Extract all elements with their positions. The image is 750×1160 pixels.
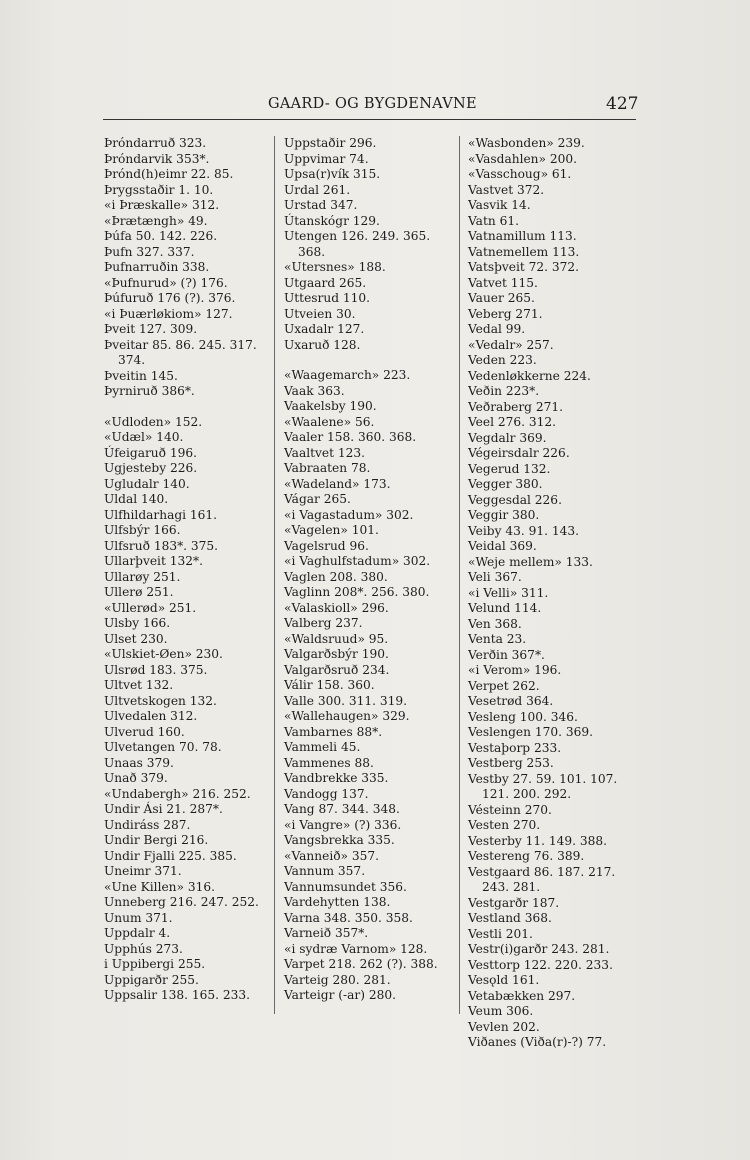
- section-gap: [104, 400, 270, 415]
- section-gap: [284, 353, 458, 368]
- index-column-3: [468, 136, 636, 1051]
- index-entry: Vestland 368.: [468, 911, 552, 925]
- index-entry: «Waldsruud» 95.: [284, 631, 389, 646]
- index-entry: Uppsalir 138. 165. 233.: [104, 988, 251, 1002]
- index-entry: Uppigarðr 255.: [104, 972, 199, 987]
- index-entry: Varteig 280. 281.: [284, 972, 391, 987]
- index-entry: Valgarðsbýr 190.: [284, 647, 389, 661]
- index-entry: «Vagelen» 101.: [284, 523, 379, 537]
- index-entry: Uppvimar 74.: [284, 151, 369, 166]
- index-entry: Upphús 273.: [104, 941, 183, 956]
- index-entry: Vesttorp 122. 220. 233.: [468, 957, 613, 972]
- index-entry: Unum 371.: [104, 910, 173, 925]
- index-entry: Uppstaðir 296.: [284, 136, 377, 150]
- index-entry: Utengen 126. 249. 365. 368.: [284, 229, 431, 259]
- index-entry: «Vasdahlen» 200.: [468, 151, 578, 166]
- index-entry: Þrónd(h)eimr 22. 85.: [104, 167, 234, 181]
- index-entry: «i Þuærløkiom» 127.: [104, 306, 233, 321]
- index-entry: Vágar 265.: [284, 492, 351, 506]
- index-entry: Vatsþveit 72. 372.: [468, 260, 580, 274]
- index-entry: Vatvet 115.: [468, 275, 538, 290]
- index-entry: «i Vaghulfstadum» 302.: [284, 554, 431, 568]
- index-entry: Uneimr 371.: [104, 864, 182, 878]
- index-entry: Þveitin 145.: [104, 368, 178, 383]
- index-entry: Þufn 327. 337.: [104, 244, 195, 259]
- index-entry: Vaaler 158. 360. 368.: [284, 430, 417, 444]
- column-divider: [274, 136, 275, 1014]
- index-entry: Ulfsbýr 166.: [104, 523, 181, 537]
- index-entry: Vannum 357.: [284, 864, 366, 878]
- index-entry: Vestgaard 86. 187. 217. 243. 281.: [468, 864, 616, 894]
- index-entry: Þufnarruðin 338.: [104, 260, 210, 274]
- index-entry: Ulsby 166.: [104, 616, 171, 630]
- index-entry: i Uppibergi 255.: [104, 957, 206, 971]
- index-entry: Utveien 30.: [284, 306, 356, 321]
- page-number: 427: [606, 94, 639, 114]
- index-entry: Varteigr (-ar) 280.: [284, 988, 397, 1002]
- index-entry: Vang 87. 344. 348.: [284, 802, 400, 816]
- index-entry: Ugludalr 140.: [104, 476, 190, 491]
- index-entry: «Ulskiet-Øen» 230.: [104, 647, 223, 661]
- index-entry: Þróndarvik 353*.: [104, 151, 210, 166]
- index-entry: Varpet 218. 262 (?). 388.: [284, 957, 438, 971]
- index-entry: Ullarøy 251.: [104, 569, 181, 584]
- index-entry: Vaakelsby 190.: [284, 399, 377, 413]
- index-entry: «Weje mellem» 133.: [468, 554, 593, 569]
- index-entry: Ultvetskogen 132.: [104, 693, 217, 708]
- index-entry: «Wasbonden» 239.: [468, 136, 585, 150]
- index-entry: Ugjesteby 226.: [104, 461, 198, 475]
- index-entry: Vestaþorp 233.: [468, 740, 562, 755]
- index-entry: Þveit 127. 309.: [104, 322, 198, 336]
- index-entry: «Waagemarch» 223.: [284, 368, 411, 382]
- index-entry: Vestli 201.: [468, 926, 533, 941]
- index-entry: Unneberg 216. 247. 252.: [104, 895, 259, 909]
- index-entry: Undir Ási 21. 287*.: [104, 802, 223, 816]
- index-entry: Válir 158. 360.: [284, 678, 375, 692]
- index-entry: Veggesdal 226.: [468, 492, 562, 507]
- index-entry: Þrygsstaðir 1. 10.: [104, 182, 214, 197]
- index-entry: Vestereng 76. 389.: [468, 849, 585, 863]
- index-entry: Vegdalr 369.: [468, 430, 547, 445]
- index-entry: Vatnamillum 113.: [468, 229, 577, 243]
- index-entry: Vesten 270.: [468, 818, 541, 832]
- index-entry: Uxaruð 128.: [284, 337, 361, 352]
- index-entry: Undiráss 287.: [104, 817, 191, 832]
- index-entry: Ulvetangen 70. 78.: [104, 740, 222, 754]
- index-entry: Vesleng 100. 346.: [468, 709, 578, 724]
- index-entry: Þúfuruð 176 (?). 376.: [104, 291, 236, 305]
- index-entry: «Undabergh» 216. 252.: [104, 786, 251, 801]
- header-rule: [103, 119, 636, 120]
- index-entry: Þúfa 50. 142. 226.: [104, 229, 218, 243]
- index-entry: «Utersnes» 188.: [284, 260, 386, 274]
- index-column-1: [104, 136, 270, 1004]
- index-entry: Viðanes (Viða(r)-?) 77.: [468, 1035, 607, 1049]
- index-entry: «Valaskioll» 296.: [284, 600, 389, 615]
- index-entry: Ullarþveit 132*.: [104, 554, 203, 568]
- index-entry: «Waalene» 56.: [284, 414, 375, 429]
- index-entry: Ven 368.: [468, 616, 522, 631]
- index-entry: Vangsbrekka 335.: [284, 833, 395, 847]
- index-entry: «i Þræskalle» 312.: [104, 198, 220, 212]
- index-entry: Vesetrød 364.: [468, 694, 554, 708]
- index-entry: Vestby 27. 59. 101. 107. 121. 200. 292.: [468, 771, 618, 801]
- index-entry: Vegger 380.: [468, 477, 543, 491]
- index-entry: Veberg 271.: [468, 306, 543, 321]
- index-entry: Ulset 230.: [104, 631, 168, 646]
- index-entry: Vannumsundet 356.: [284, 879, 407, 894]
- index-entry: Vandogg 137.: [284, 786, 369, 801]
- index-entry: Végeirsdalr 226.: [468, 446, 570, 460]
- index-entry: «Vasschoug» 61.: [468, 167, 572, 181]
- index-entry: Utgaard 265.: [284, 275, 367, 290]
- index-entry: Vatnemellem 113.: [468, 244, 580, 259]
- index-entry: Vauer 265.: [468, 291, 535, 305]
- index-entry: Vaaltvet 123.: [284, 445, 366, 460]
- index-entry: Vedenløkkerne 224.: [468, 368, 591, 383]
- index-entry: «Vanneið» 357.: [284, 848, 380, 863]
- index-entry: Valberg 237.: [284, 616, 363, 630]
- index-entry: Veslengen 170. 369.: [468, 725, 593, 739]
- index-entry: Uppdalr 4.: [104, 926, 171, 940]
- index-entry: Vaglen 208. 380.: [284, 569, 388, 584]
- index-entry: «Wallehaugen» 329.: [284, 709, 410, 723]
- index-entry: Varneið 357*.: [284, 926, 369, 940]
- index-entry: Veiby 43. 91. 143.: [468, 523, 580, 538]
- index-entry: Uxadalr 127.: [284, 322, 365, 336]
- index-entry: Varna 348. 350. 358.: [284, 910, 413, 925]
- index-entry: Vabraaten 78.: [284, 461, 371, 475]
- index-entry: «Þufnurud» (?) 176.: [104, 275, 228, 290]
- index-entry: Útanskógr 129.: [284, 213, 380, 228]
- index-entry: Úfeigaruð 196.: [104, 445, 197, 460]
- index-entry: Verpet 262.: [468, 678, 540, 693]
- index-entry: Vammenes 88.: [284, 755, 374, 770]
- index-entry: Uttesrud 110.: [284, 291, 371, 305]
- index-entry: Þróndarruð 323.: [104, 136, 207, 150]
- index-entry: Veli 367.: [468, 570, 522, 584]
- index-entry: Vesǫld 161.: [468, 973, 540, 987]
- index-entry: Ulfsruð 183*. 375.: [104, 538, 219, 553]
- index-entry: Verðin 367*.: [468, 647, 545, 662]
- index-entry: Venta 23.: [468, 632, 527, 646]
- index-entry: Uldal 140.: [104, 492, 169, 506]
- index-entry: Vestberg 253.: [468, 756, 554, 770]
- index-entry: Vammeli 45.: [284, 740, 361, 754]
- index-entry: Velund 114.: [468, 601, 542, 615]
- index-entry: Upsa(r)vík 315.: [284, 167, 381, 181]
- index-entry: Ulvedalen 312.: [104, 709, 198, 723]
- index-entry: Veidal 369.: [468, 539, 537, 553]
- column-divider: [459, 136, 460, 1014]
- index-entry: Valle 300. 311. 319.: [284, 693, 407, 708]
- index-entry: Unað 379.: [104, 771, 168, 785]
- index-entry: Vestr(i)garðr 243. 281.: [468, 942, 610, 956]
- running-head: GAARD- OG BYGDENAVNE: [268, 96, 477, 112]
- index-entry: «i Vangre» (?) 336.: [284, 817, 402, 832]
- index-entry: Vesterby 11. 149. 388.: [468, 833, 608, 848]
- index-entry: Vegerud 132.: [468, 461, 551, 476]
- index-entry: Veden 223.: [468, 353, 537, 367]
- index-entry: «Wadeland» 173.: [284, 476, 391, 491]
- index-entry: «i Vagastadum» 302.: [284, 507, 414, 522]
- index-entry: «i Velli» 311.: [468, 585, 549, 600]
- index-entry: Vaak 363.: [284, 383, 345, 398]
- index-entry: Vedal 99.: [468, 322, 526, 336]
- index-entry: Vevlen 202.: [468, 1019, 540, 1034]
- index-entry: Ulsrød 183. 375.: [104, 662, 208, 677]
- index-entry: «i sydræ Varnom» 128.: [284, 941, 428, 956]
- index-entry: Urstad 347.: [284, 198, 358, 212]
- index-entry: Vasvik 14.: [468, 198, 531, 212]
- index-entry: «Une Killen» 316.: [104, 879, 215, 894]
- index-entry: Vestgarðr 187.: [468, 895, 560, 910]
- index-entry: Þyrniruð 386*.: [104, 384, 195, 398]
- index-entry: Undir Fjalli 225. 385.: [104, 848, 237, 863]
- index-entry: Vaglinn 208*. 256. 380.: [284, 585, 430, 599]
- index-entry: Þveitar 85. 86. 245. 317. 374.: [104, 337, 257, 367]
- index-entry: Vastvet 372.: [468, 182, 545, 197]
- index-entry: Vandbrekke 335.: [284, 771, 389, 785]
- index-entry: «Udloden» 152.: [104, 414, 203, 429]
- index-entry: Veggir 380.: [468, 508, 540, 522]
- index-entry: «Ullerød» 251.: [104, 600, 197, 615]
- index-entry: Vambarnes 88*.: [284, 724, 383, 739]
- index-entry: Veum 306.: [468, 1004, 534, 1018]
- index-entry: Urdal 261.: [284, 182, 351, 197]
- index-column-2: [284, 136, 458, 1004]
- index-entry: Veel 276. 312.: [468, 415, 557, 429]
- index-entry: «i Verom» 196.: [468, 663, 562, 677]
- index-entry: Ulfhildarhagi 161.: [104, 507, 218, 522]
- index-entry: Vatn 61.: [468, 213, 519, 228]
- index-entry: Vetabækken 297.: [468, 988, 576, 1003]
- index-entry: Ultvet 132.: [104, 678, 174, 692]
- index-entry: Vardehytten 138.: [284, 895, 391, 909]
- index-entry: Unaas 379.: [104, 755, 174, 770]
- index-entry: Veðin 223*.: [468, 384, 540, 398]
- index-entry: Ulverud 160.: [104, 724, 185, 739]
- index-entry: Veðraberg 271.: [468, 399, 563, 414]
- index-entry: «Udæl» 140.: [104, 430, 184, 444]
- index-entry: «Þrætængh» 49.: [104, 213, 208, 228]
- index-entry: Undir Bergi 216.: [104, 833, 209, 847]
- index-entry: Vésteinn 270.: [468, 802, 552, 817]
- index-entry: «Vedalr» 257.: [468, 337, 554, 352]
- index-entry: Valgarðsruð 234.: [284, 662, 390, 677]
- index-entry: Vagelsrud 96.: [284, 538, 369, 553]
- index-entry: Ullerø 251.: [104, 585, 174, 599]
